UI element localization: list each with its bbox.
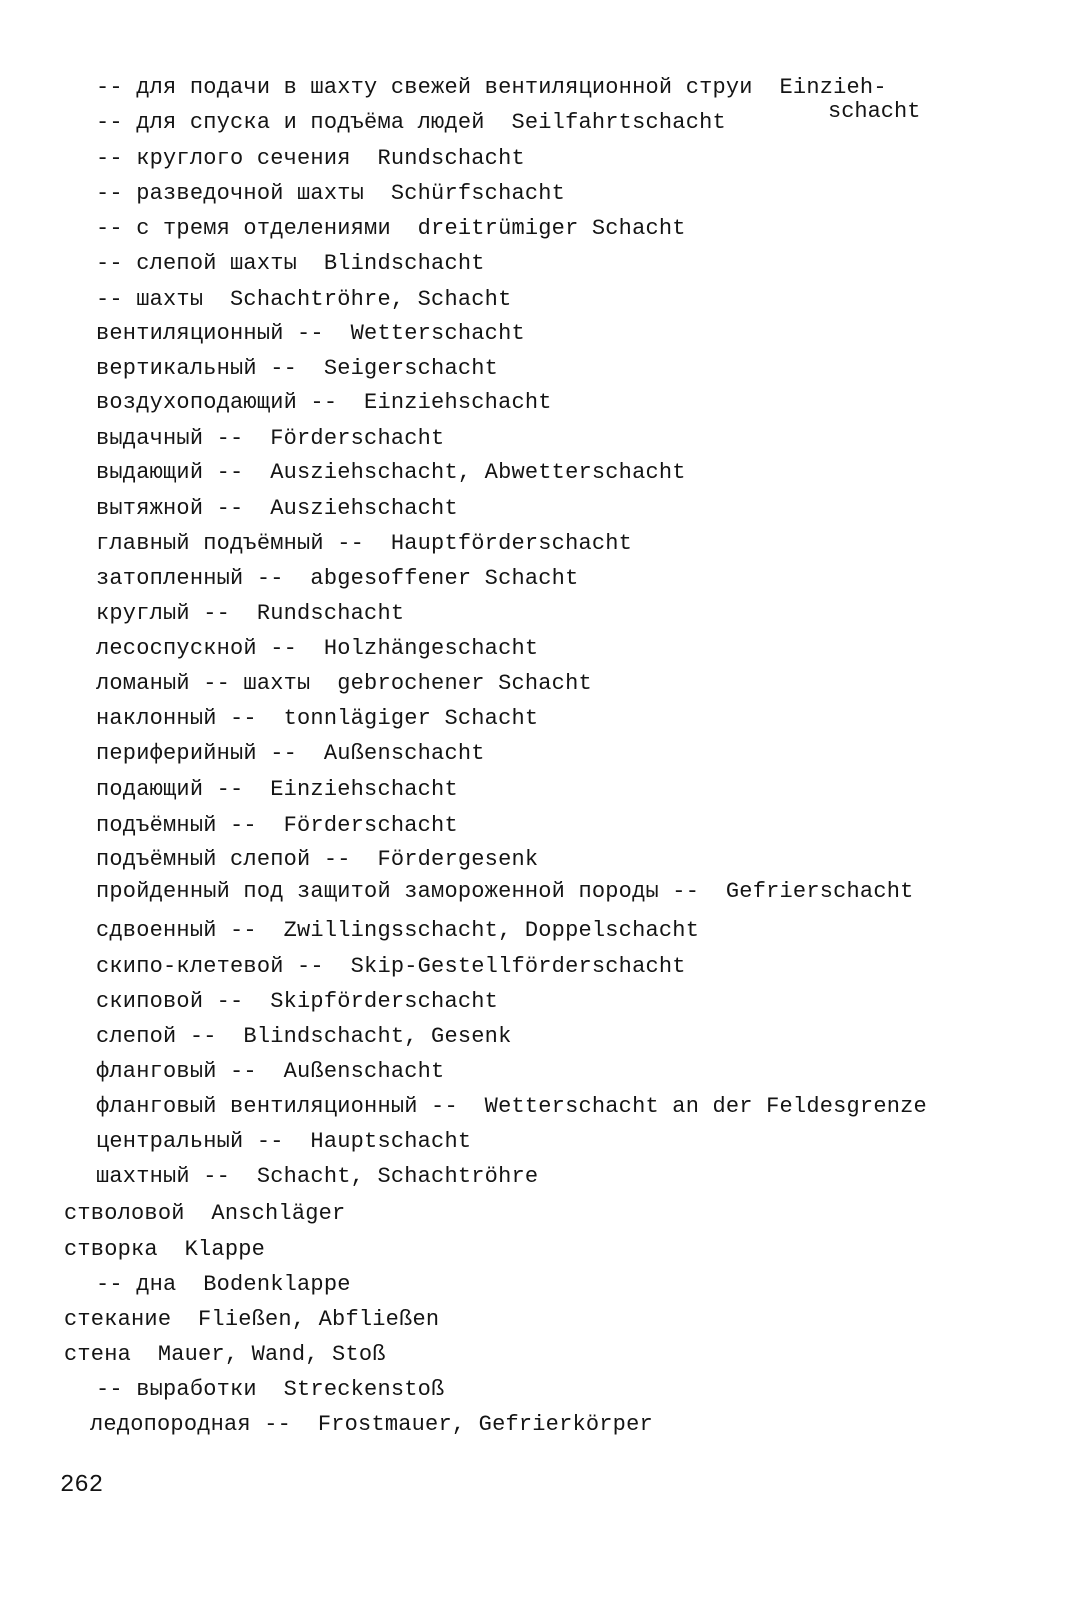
entry-line: -- дна Bodenklappe <box>96 1272 351 1297</box>
entry-line: центральный -- Hauptschacht <box>96 1129 472 1154</box>
entry-line: -- для спуска и подъёма людей Seilfahrtschacht <box>96 110 726 135</box>
entry-line: главный подъёмный -- Hauptförderschacht <box>96 531 633 556</box>
entry-line: пройденный под защитой замороженной породы -- Gefrierschacht <box>96 879 914 904</box>
page-number: 262 <box>60 1472 104 1499</box>
headword-line: стволовой Anschläger <box>64 1201 346 1226</box>
headword-line: стена Mauer, Wand, Stoß <box>64 1342 386 1367</box>
entry-line: выдающий -- Ausziehschacht, Abwetterschacht <box>96 460 686 485</box>
entry-line: вытяжной -- Ausziehschacht <box>96 496 458 521</box>
entry-line: скиповой -- Skipförderschacht <box>96 989 499 1014</box>
entry-line: -- разведочной шахты Schürfschacht <box>96 181 566 206</box>
entry-line: круглый -- Rundschacht <box>96 601 405 626</box>
entry-line: фланговый вентиляционный -- Wetterschacht an der Feldesgrenze <box>96 1094 927 1119</box>
entry-line: выдачный -- Förderschacht <box>96 426 445 451</box>
entry-line: слепой -- Blindschacht, Gesenk <box>96 1024 512 1049</box>
entry-line: периферийный -- Außenschacht <box>96 741 485 766</box>
entry-line: затопленный -- abgesoffener Schacht <box>96 566 579 591</box>
entry-line: ледопородная -- Frostmauer, Gefrierkörper <box>90 1412 653 1437</box>
entry-line: вертикальный -- Seigerschacht <box>96 356 499 381</box>
entry-line: ломаный -- шахты gebrochener Schacht <box>96 671 592 696</box>
margin-note: schacht <box>828 99 921 124</box>
entry-line: лесоспускной -- Holzhängeschacht <box>96 636 539 661</box>
entry-line: -- слепой шахты Blindschacht <box>96 251 485 276</box>
entry-line: скипо-клетевой -- Skip-Gestellförderschacht <box>96 954 686 979</box>
entry-line: сдвоенный -- Zwillingsschacht, Doppelschacht <box>96 918 700 943</box>
entry-line: шахтный -- Schacht, Schachtröhre <box>96 1164 539 1189</box>
entry-line: -- выработки Streckenstoß <box>96 1377 445 1402</box>
headword-line: стекание Fließen, Abfließen <box>64 1307 440 1332</box>
entry-line: -- круглого сечения Rundschacht <box>96 146 525 171</box>
entry-line: подъёмный -- Förderschacht <box>96 813 458 838</box>
entry-line: воздухоподающий -- Einziehschacht <box>96 390 552 415</box>
entry-line: -- с тремя отделениями dreitrümiger Schacht <box>96 216 686 241</box>
entry-line: наклонный -- tonnlägiger Schacht <box>96 706 539 731</box>
entry-line: фланговый -- Außenschacht <box>96 1059 445 1084</box>
entry-line: подъёмный слепой -- Fördergesenk <box>96 847 539 872</box>
entry-line: -- для подачи в шахту свежей вентиляционной струи Einzieh- <box>96 75 887 100</box>
entry-line: подающий -- Einziehschacht <box>96 777 458 802</box>
entry-line: -- шахты Schachtröhre, Schacht <box>96 287 512 312</box>
headword-line: створка Klappe <box>64 1237 266 1262</box>
entry-line: вентиляционный -- Wetterschacht <box>96 321 525 346</box>
